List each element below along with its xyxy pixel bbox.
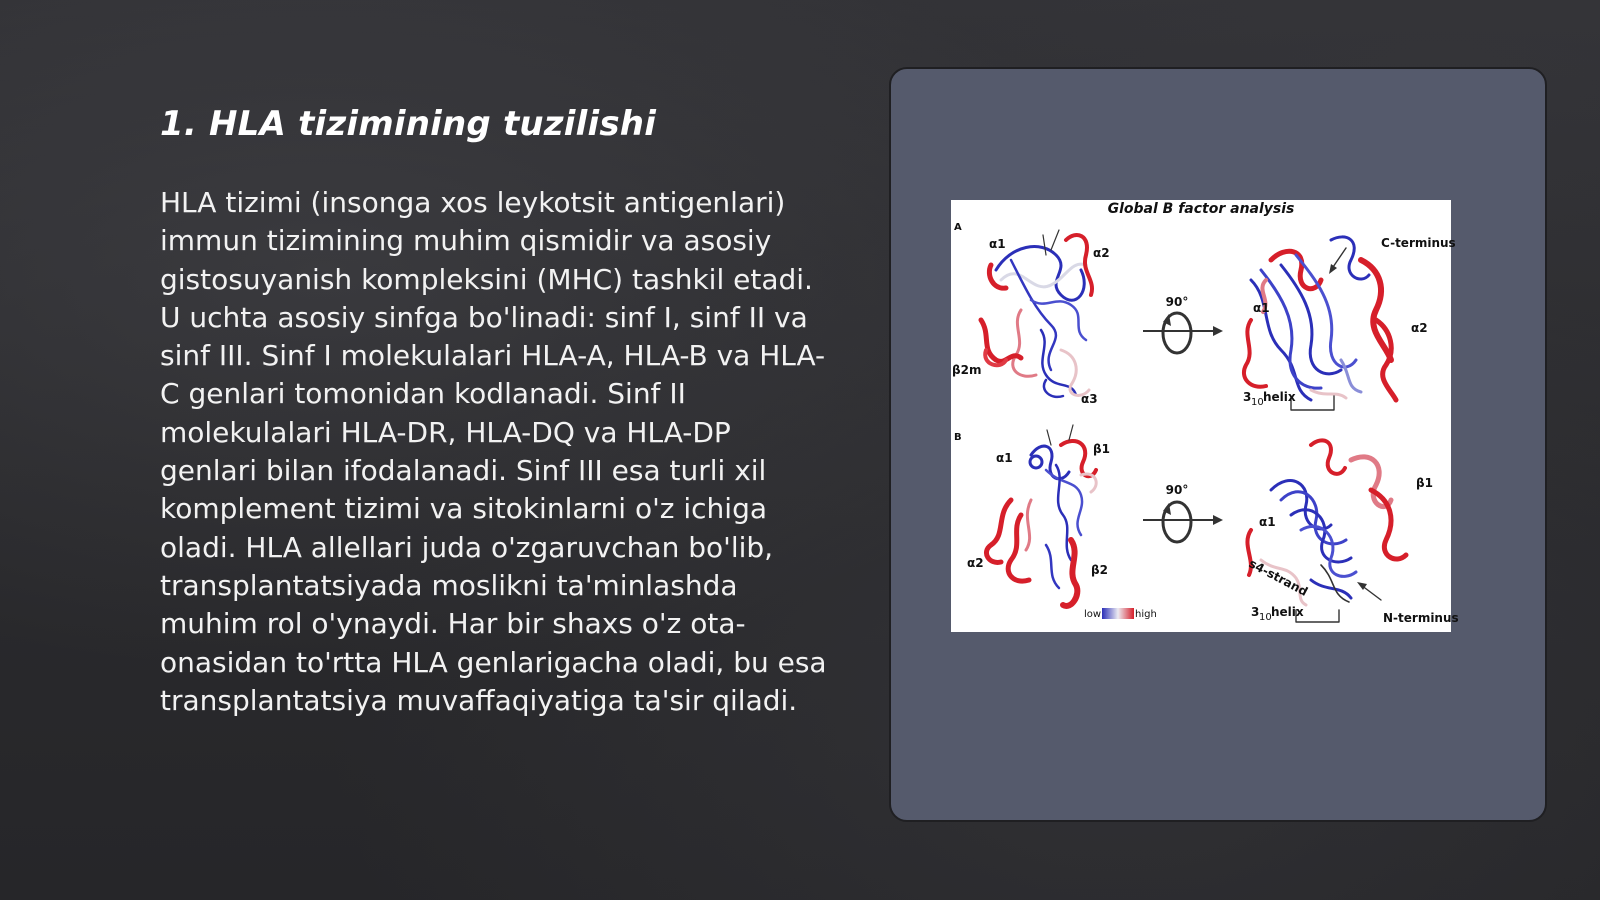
slide-body-text: HLA tizimi (insonga xos leykotsit antigenlari) immun tizimining muhim qismidir va asosiy gistosuyanish kompleksini (MHC) tashkil etadi. U uchta asosiy sinfga bo'linadi: sinf I, sinf II va sinf III. Sinf I molekulalari HLA-A, HLA-B va HLA-C genlari tomonidan kodlanadi. Sinf II molekulalari HLA-DR, HLA-DQ va HLA-DP genlari bilan ifodalanadi. Sinf III esa turli xil komplement tizimi va sitokinlarni o'z ichiga oladi. HLA allellari juda o'zgaruvchan bo'lib, transplantatsiyada moslikni ta'minlashda muhim rol o'ynaydi. Har bir shaxs o'z ota-onasidan to'rtta HLA genlarigacha oladi, bu esa transplantatsiya muvaffaqiyatiga ta'sir qiladi. [160, 186, 827, 717]
panel-b-label-beta1: β1 [1093, 442, 1110, 456]
panel-a-label-alpha2-right: α2 [1411, 321, 1428, 335]
panel-b-label-alpha2: α2 [967, 556, 984, 570]
b-factor-figure-svg [951, 200, 1459, 632]
b-factor-figure [951, 200, 1459, 632]
panel-a-label-310-helix [1243, 390, 1296, 408]
panel-b-label-s4-strand: s4-strand [1246, 556, 1311, 599]
panel-b-label-alpha1: α1 [996, 451, 1013, 465]
panel-a-label-alpha3: α3 [1081, 392, 1098, 406]
panel-b-label-beta2: β2 [1091, 563, 1108, 577]
panel-a-label-c-terminus: C-terminus [1381, 236, 1456, 250]
b-factor-legend [1084, 608, 1157, 620]
panel-b-rotation-label: 90° [1165, 483, 1189, 497]
panel-a-label-alpha1-right: α1 [1253, 301, 1270, 315]
svg-text:10: 10 [1259, 612, 1272, 623]
panel-a-letter: A [954, 222, 962, 233]
svg-text:3: 3 [1251, 605, 1260, 619]
panel-b-rotation-icon [1143, 502, 1223, 542]
slide-title: 1. HLA tizimining tuzilishi [160, 104, 657, 144]
svg-text:3: 3 [1243, 390, 1252, 404]
panel-a-label-beta2m: β2m [952, 363, 982, 377]
panel-a-label-alpha2: α2 [1093, 246, 1110, 260]
panel-a-label-alpha1: α1 [989, 237, 1006, 251]
panel-b-label-beta1-right: β1 [1416, 476, 1433, 490]
svg-text:helix: helix [1271, 605, 1304, 619]
panel-a-left-structure [981, 230, 1092, 397]
panel-a-rotation-icon [1143, 313, 1223, 353]
panel-b-label-n-terminus: N-terminus [1383, 611, 1459, 625]
svg-text:helix: helix [1263, 390, 1296, 404]
panel-b-letter: B [954, 432, 962, 443]
svg-text:10: 10 [1251, 397, 1264, 408]
panel-a-rotation-label: 90° [1165, 295, 1189, 309]
legend-color-scale [1102, 608, 1134, 619]
legend-low-label: low [1084, 609, 1102, 620]
legend-high-label: high [1135, 609, 1157, 620]
panel-a-right-structure [1244, 237, 1396, 410]
panel-b-right-structure [1247, 440, 1406, 622]
panel-b-label-alpha1-right: α1 [1259, 515, 1276, 529]
figure-title: Global B factor analysis [1107, 201, 1295, 217]
figure-panel [889, 67, 1547, 822]
